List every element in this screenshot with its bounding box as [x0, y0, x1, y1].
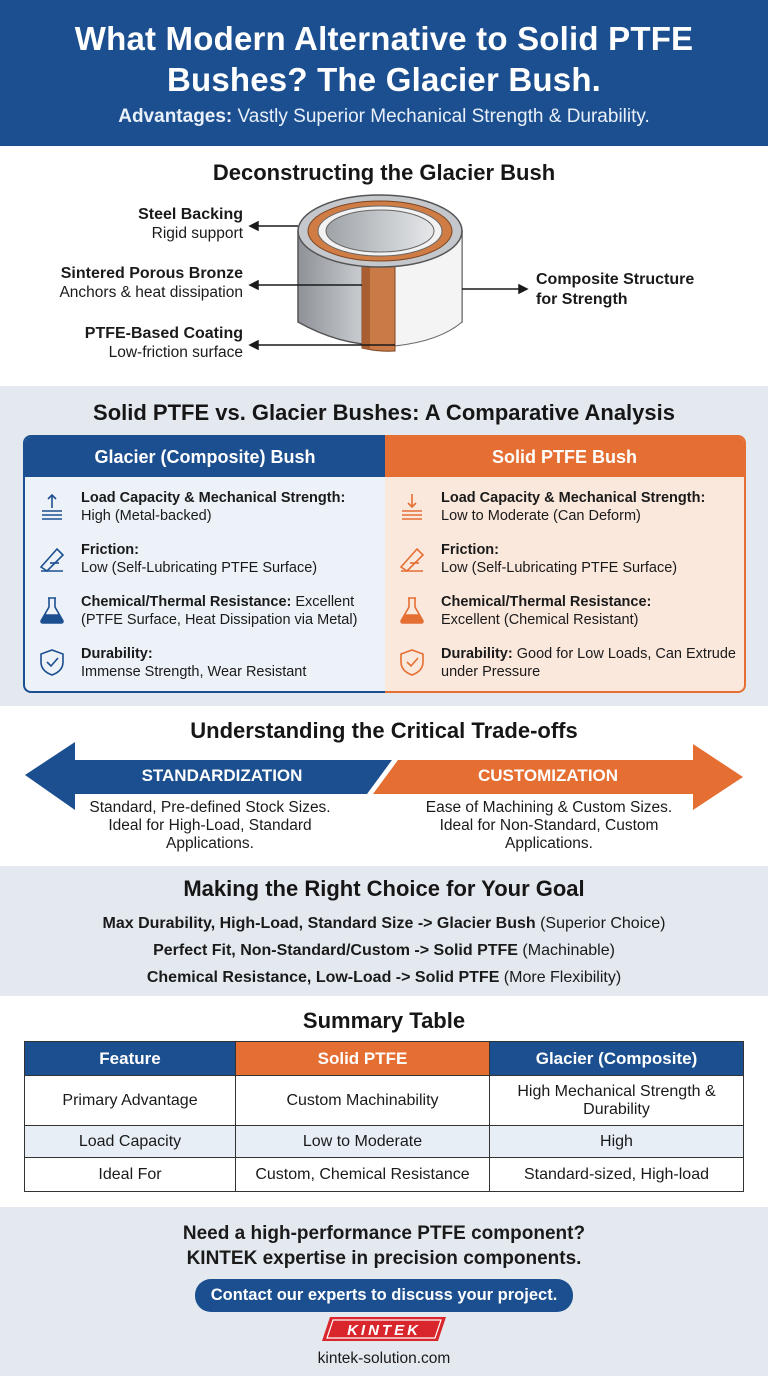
- table-header-row: [25, 1042, 744, 1076]
- composite-structure-label: [536, 270, 694, 310]
- row-value: Immense Strength, Wear Resistant: [81, 664, 307, 680]
- row-label: Load Capacity & Mechanical Strength:: [441, 490, 706, 506]
- comparison-title: Solid PTFE vs. Glacier Bushes: A Comparative Analysis: [93, 400, 675, 425]
- desc-line: Applications.: [166, 835, 254, 852]
- choice-goal: Max Durability, High-Load, Standard Size -> Glacier Bush: [102, 915, 536, 932]
- row-label: Chemical/Thermal Resistance:: [441, 594, 652, 610]
- table-cell: Custom, Chemical Resistance: [236, 1158, 490, 1192]
- layer-desc: Low-friction surface: [108, 344, 243, 361]
- flask-icon: [397, 595, 427, 625]
- row-label: Friction:: [81, 542, 139, 558]
- header-subtitle: [0, 106, 768, 128]
- choice-note: (Machinable): [517, 942, 615, 959]
- desc-line: Ideal for Non-Standard, Custom: [439, 817, 659, 834]
- choice-goal: Chemical Resistance, Low-Load -> Solid PTFE: [146, 969, 500, 986]
- choice-item: [0, 910, 768, 937]
- row-label: Durability:: [441, 646, 513, 662]
- choice-item: [0, 964, 768, 991]
- row-text: [441, 489, 738, 525]
- table-cell: Standard-sized, High-load: [490, 1158, 744, 1192]
- friction-icon: [397, 543, 427, 573]
- desc-line: Ideal for High-Load, Standard: [108, 817, 312, 834]
- contact-experts-button[interactable]: Contact our experts to discuss your project.: [195, 1279, 574, 1312]
- layer-name: PTFE-Based Coating: [84, 325, 243, 342]
- kintek-logo[interactable]: [322, 1316, 446, 1342]
- table-cell: High Mechanical Strength & Durability: [490, 1076, 744, 1126]
- table-cell: High: [490, 1126, 744, 1158]
- table-cell: Low to Moderate: [236, 1126, 490, 1158]
- desc-line: Standard, Pre-defined Stock Sizes.: [89, 799, 331, 816]
- logo-text: KINTEK: [347, 1322, 421, 1339]
- summary-section: [0, 996, 768, 1207]
- website-link[interactable]: kintek-solution.com: [317, 1350, 451, 1367]
- table-cell: Primary Advantage: [25, 1076, 236, 1126]
- row-value: Low (Self-Lubricating PTFE Surface): [441, 560, 678, 576]
- row-value: High (Metal-backed): [81, 508, 212, 524]
- row-label: Chemical/Thermal Resistance:: [81, 594, 292, 610]
- advantages-text: Vastly Superior Mechanical Strength & Durability.: [237, 106, 650, 127]
- glacier-card-header: Glacier (Composite) Bush: [25, 437, 385, 477]
- row-text: [81, 489, 379, 525]
- row-text: [81, 645, 379, 681]
- load-arrow-icon: [397, 491, 427, 521]
- shield-check-icon: [37, 647, 67, 677]
- customization-desc: [398, 799, 700, 853]
- load-arrow-icon: [37, 491, 67, 521]
- layer-name: Steel Backing: [138, 206, 243, 223]
- friction-icon: [37, 543, 67, 573]
- table-header: Solid PTFE: [236, 1042, 490, 1076]
- advantages-label: Advantages:: [118, 106, 233, 127]
- table-header: Feature: [25, 1042, 236, 1076]
- desc-line: Ease of Machining & Custom Sizes.: [425, 799, 673, 816]
- table-header: Glacier (Composite): [490, 1042, 744, 1076]
- page-title: What Modern Alternative to Solid PTFE Bushes? The Glacier Bush.: [74, 20, 694, 98]
- choice-list: [0, 910, 768, 991]
- customization-label: CUSTOMIZATION: [477, 766, 619, 785]
- choice-section: [0, 866, 768, 996]
- tradeoffs-section: [0, 706, 768, 866]
- shield-check-icon: [397, 647, 427, 677]
- row-value: Excellent (Chemical Resistant): [441, 612, 639, 628]
- cta-line-1: Need a high-performance PTFE component?: [182, 1223, 586, 1244]
- layer-desc: Rigid support: [151, 225, 243, 242]
- cta-text: [0, 1207, 768, 1271]
- summary-table: [24, 1041, 744, 1192]
- desc-line: Applications.: [505, 835, 593, 852]
- row-value: Low (Self-Lubricating PTFE Surface): [81, 560, 318, 576]
- row-label: Friction:: [441, 542, 499, 558]
- choice-title: Making the Right Choice for Your Goal: [183, 876, 585, 901]
- composite-line-1: Composite Structure: [536, 271, 695, 288]
- deconstruct-section: [0, 146, 768, 386]
- row-value: Excellent (PTFE Surface, Heat Dissipation via Metal): [81, 594, 358, 628]
- row-text: [441, 541, 738, 577]
- composite-line-2: for Strength: [536, 291, 628, 308]
- choice-goal: Perfect Fit, Non-Standard/Custom -> Solid PTFE: [153, 942, 518, 959]
- tradeoffs-title: Understanding the Critical Trade-offs: [190, 718, 578, 743]
- table-cell: Ideal For: [25, 1158, 236, 1192]
- row-text: [441, 645, 738, 681]
- table-row: [25, 1126, 744, 1158]
- table-cell: Custom Machinability: [236, 1076, 490, 1126]
- flask-icon: [37, 595, 67, 625]
- glacier-card: [23, 435, 385, 693]
- row-label: Load Capacity & Mechanical Strength:: [81, 490, 346, 506]
- solid-card-header: Solid PTFE Bush: [385, 437, 744, 477]
- table-row: [25, 1158, 744, 1192]
- layer-label-steel: [20, 205, 243, 243]
- summary-title: Summary Table: [302, 1008, 466, 1033]
- layer-desc: Anchors & heat dissipation: [59, 284, 243, 301]
- choice-note: (Superior Choice): [535, 915, 666, 932]
- row-text: [81, 593, 379, 629]
- layer-label-bronze: [10, 264, 243, 302]
- table-row: [25, 1076, 744, 1126]
- row-label: Durability:: [81, 646, 153, 662]
- cta-line-2: KINTEK expertise in precision components.: [186, 1248, 582, 1269]
- comparison-section: [0, 386, 768, 706]
- choice-note: (More Flexibility): [499, 969, 622, 986]
- row-value: Low to Moderate (Can Deform): [441, 508, 641, 524]
- layer-name: Sintered Porous Bronze: [60, 265, 243, 282]
- deconstruct-title: Deconstructing the Glacier Bush: [212, 160, 556, 185]
- row-text: [441, 593, 738, 629]
- standardization-label: STANDARDIZATION: [141, 766, 303, 785]
- choice-item: [0, 937, 768, 964]
- solid-ptfe-card: [385, 435, 746, 693]
- row-value: Good for Low Loads, Can Extrude under Pressure: [441, 646, 736, 680]
- header-banner: [0, 0, 768, 146]
- layer-label-ptfe: [20, 324, 243, 362]
- table-cell: Load Capacity: [25, 1126, 236, 1158]
- row-text: [81, 541, 379, 577]
- standardization-desc: [60, 799, 360, 853]
